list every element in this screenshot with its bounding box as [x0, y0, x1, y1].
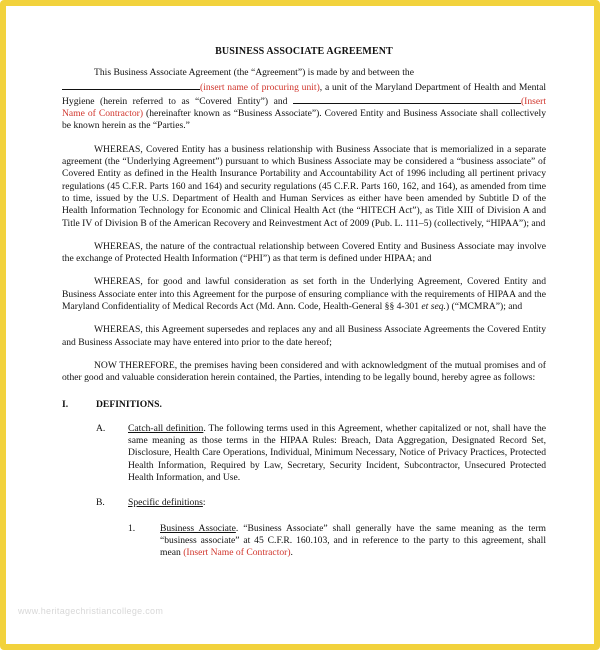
now-therefore-paragraph: NOW THEREFORE, the premises having been considered and with acknowledgment of the mutual promises and of other good and valuable consideration herein contained, the Parties, intending to be legally bound, hereby agree as follows:: [62, 359, 546, 384]
procuring-unit-placeholder: (insert name of procuring unit): [200, 81, 320, 93]
section-heading: DEFINITIONS.: [96, 398, 162, 410]
whereas-paragraph-1: WHEREAS, Covered Entity has a business relationship with Business Associate that is memorialized in a separate agreement (the “Underlying Agreement”) pursuant to which Business Associate may be considered a “business associate” of Covered Entity as defined in the Health Insurance Portability and Accountability Act of 1996 including all pertinent privacy regulations (45 C.F.R. Parts 160 and 164) and security regulations (45 C.F.R. Parts 160, 162, and 164), as amended from time to time, issued by the U.S. Department of Health and Human Services as either have been amended by Subtitle D of the Health Information Technology for Economic and Clinical Health Act (the “HITECH Act”), as Title XIII of Division A and Title IV of Division B of the American Recovery and Reinvestment Act of 2009 (Pub. L. 111–5) (collectively, “HIPAA”); and: [62, 143, 546, 229]
subitem-heading: Business Associate: [160, 522, 236, 534]
procuring-unit-blank: [62, 80, 200, 90]
whereas-paragraph-4: WHEREAS, this Agreement supersedes and replaces any and all Business Associate Agreements the Covered Entity and Business Associate may have entered into prior to the date hereof;: [62, 324, 546, 348]
section-definitions: [62, 399, 546, 411]
document-title: BUSINESS ASSOCIATE AGREEMENT: [215, 46, 393, 57]
definition-subitem-1: 1. Business Associate. “Business Associate” shall generally have the same meaning as the term “business associate” at 45 C.F.R. 160.103, and in reference to the party to this agreement, shall mean (Insert Name of Contractor).: [62, 523, 546, 560]
document-page: [62, 46, 546, 570]
intro-paragraph: This Business Associate Agreement (the “Agreement”) is made by and between the (insert name of procuring unit), a unit of the Maryland Department of Health and Mental Hygiene (herein referred to as “Covered Entity”) and (Insert Name of Contractor) (hereinafter known as “Business Associate”). Covered Entity and Business Associate shall collectively be known herein as the “Parties.”: [62, 67, 546, 132]
item-letter: B.: [96, 497, 105, 509]
item-heading: Catch-all definition: [128, 422, 204, 434]
item-heading: Specific definitions: [128, 497, 203, 509]
contractor-placeholder: (Insert Name of Contractor): [183, 547, 291, 559]
section-number: I.: [62, 398, 69, 410]
item-letter: A.: [96, 422, 106, 434]
watermark: www.heritagechristiancollege.com: [18, 606, 164, 616]
definition-item-b: B. Specific definitions:: [62, 497, 546, 509]
contractor-blank: [293, 94, 521, 104]
whereas-paragraph-3: WHEREAS, for good and lawful consideration as set forth in the Underlying Agreement, Covered Entity and Business Associate enter into this Agreement for the purpose of ensuring compliance with the requirements of HIPAA and the Maryland Confidentiality of Medical Records Act (Md. Ann. Code, Health-General §§ 4-301 et seq.) (“MCMRA”); and: [62, 276, 546, 313]
contractor-placeholder: (Insert Name of Contractor): [62, 95, 546, 120]
definition-item-a: A. Catch-all definition. The following terms used in this Agreement, whether capitalized or not, shall have the same meaning as those terms in the HIPAA Rules: Breach, Data Aggregation, Designated Record Set, Disclosure, Health Care Operations, Individual, Minimum Necessary, Notice of Privacy Practices, Protected Health Information, Required by Law, Secretary, Security Incident, Subcontractor, Unsecured Protected Health Information, and Use.: [62, 423, 546, 484]
subitem-number: 1.: [128, 522, 136, 534]
whereas-paragraph-2: WHEREAS, the nature of the contractual relationship between Covered Entity and Business Associate may involve the exchange of Protected Health Information (“PHI”) as that term is defined under HIPAA; and: [62, 240, 546, 265]
